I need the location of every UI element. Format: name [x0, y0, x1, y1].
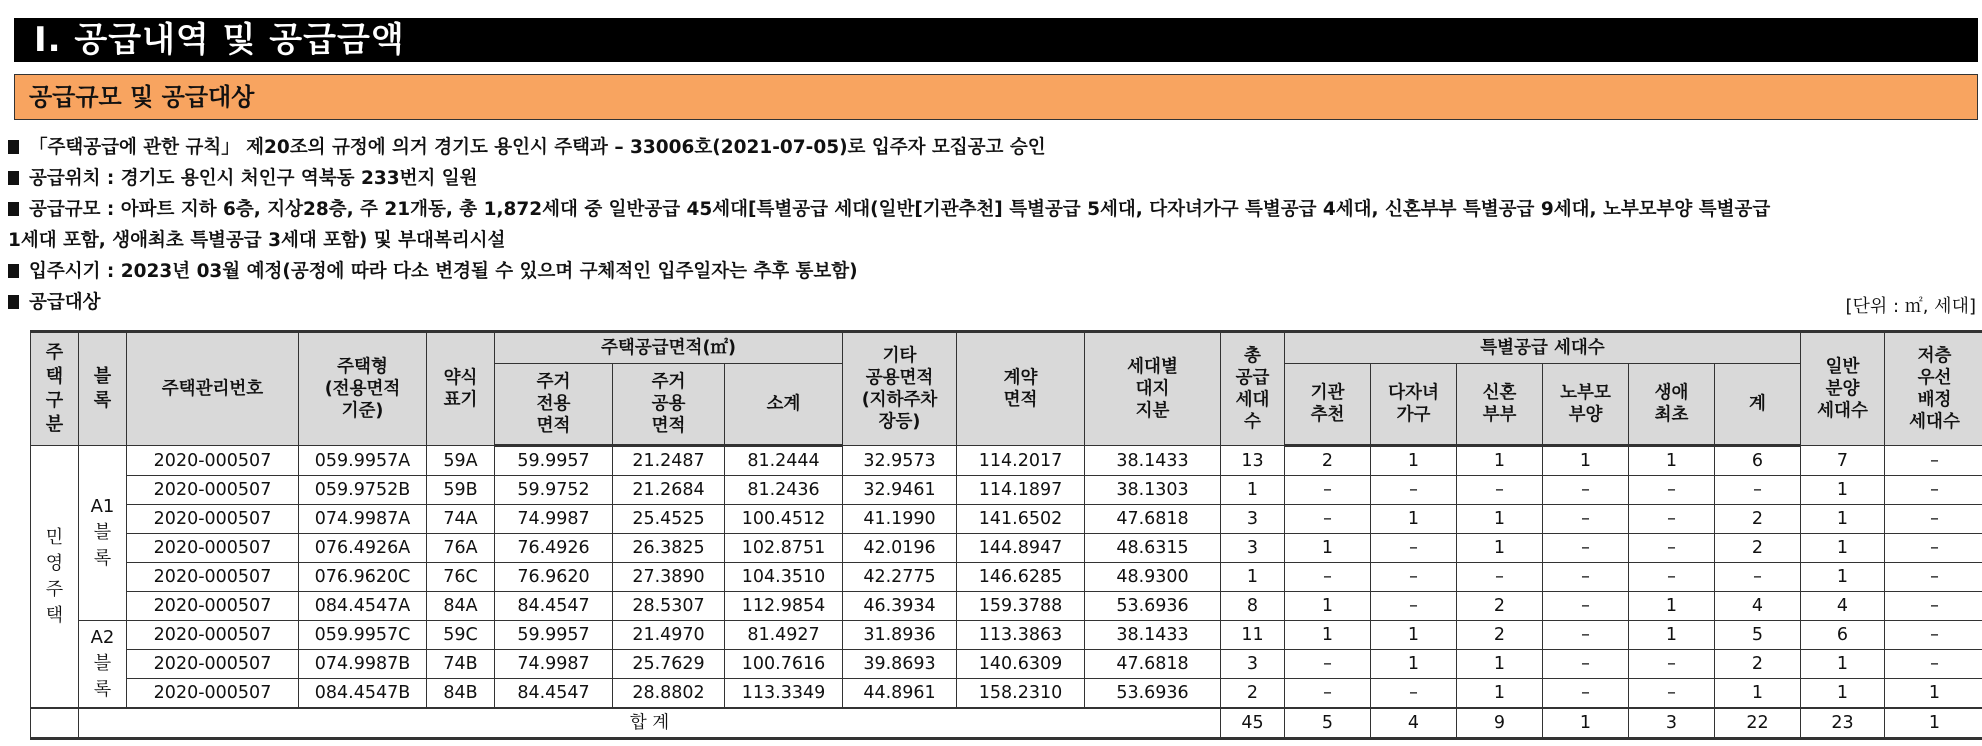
cell: 2020-000507: [127, 476, 299, 505]
cell: 81.2436: [725, 476, 843, 505]
cell: 84B: [427, 679, 495, 709]
col-housing-type: 주 택 구 분: [31, 332, 79, 446]
table-row: [31, 534, 1982, 563]
cell: –: [1885, 534, 1982, 563]
cell: –: [1885, 592, 1982, 621]
total-cell: 22: [1715, 708, 1801, 739]
cell: –: [1629, 650, 1715, 679]
cell: 1: [1457, 446, 1543, 476]
cell: 59.9957: [495, 446, 613, 476]
col-supply-area: 주택공급면적(㎡): [495, 332, 843, 364]
notes: [8, 132, 1968, 318]
total-cell: 5: [1285, 708, 1371, 739]
cell: 59A: [427, 446, 495, 476]
cell: 1: [1221, 563, 1285, 592]
cell: 059.9957C: [299, 621, 427, 650]
cell: 84.4547: [495, 592, 613, 621]
col-elderly-parent: 노부모 부양: [1543, 364, 1629, 446]
cell: 074.9987A: [299, 505, 427, 534]
cell: 8: [1221, 592, 1285, 621]
cell: 3: [1221, 650, 1285, 679]
cell: –: [1885, 476, 1982, 505]
cell: 112.9854: [725, 592, 843, 621]
square-bullet-icon: [8, 171, 19, 185]
cell: 28.5307: [613, 592, 725, 621]
cell: 1: [1629, 621, 1715, 650]
cell: 1: [1715, 679, 1801, 709]
cell: 113.3863: [957, 621, 1085, 650]
cell: 74.9987: [495, 650, 613, 679]
cell: 2020-000507: [127, 650, 299, 679]
cell: 25.7629: [613, 650, 725, 679]
cell: 114.1897: [957, 476, 1085, 505]
cell: –: [1885, 621, 1982, 650]
cell: 104.3510: [725, 563, 843, 592]
cell: 47.6818: [1085, 650, 1221, 679]
total-cell: 9: [1457, 708, 1543, 739]
cell: 84.4547: [495, 679, 613, 709]
col-special-sum: 계: [1715, 364, 1801, 446]
cell: 074.9987B: [299, 650, 427, 679]
cell: 1: [1371, 650, 1457, 679]
cell: 1: [1457, 505, 1543, 534]
cell: –: [1285, 476, 1371, 505]
cell: –: [1885, 650, 1982, 679]
cell: 1: [1221, 476, 1285, 505]
cell: 39.8693: [843, 650, 957, 679]
col-common-area: 주거 공용 면적: [613, 364, 725, 446]
cell: 41.1990: [843, 505, 957, 534]
cell: 7: [1801, 446, 1885, 476]
cell: 1: [1629, 446, 1715, 476]
table-row: [31, 679, 1982, 709]
cell: 159.3788: [957, 592, 1085, 621]
cell: 76C: [427, 563, 495, 592]
square-bullet-icon: [8, 264, 19, 278]
cell: 1: [1285, 592, 1371, 621]
col-multi-child: 다자녀 가구: [1371, 364, 1457, 446]
cell: –: [1629, 563, 1715, 592]
cell: 4: [1715, 592, 1801, 621]
table-row: [31, 505, 1982, 534]
table-body: [31, 446, 1982, 739]
cell: –: [1285, 563, 1371, 592]
cell: 140.6309: [957, 650, 1085, 679]
cell: 059.9957A: [299, 446, 427, 476]
cell: –: [1285, 650, 1371, 679]
cell: –: [1543, 534, 1629, 563]
cell: –: [1715, 476, 1801, 505]
cell: 158.2310: [957, 679, 1085, 709]
cell: 21.2487: [613, 446, 725, 476]
cell: –: [1543, 650, 1629, 679]
note-scale-continued: 1세대 포함, 생애최초 특별공급 3세대 포함) 및 부대복리시설: [8, 230, 506, 251]
cell: 114.2017: [957, 446, 1085, 476]
cell: –: [1543, 621, 1629, 650]
cell: 38.1433: [1085, 621, 1221, 650]
cell: –: [1715, 563, 1801, 592]
housing-type-cell: 민 영 주 택: [31, 446, 79, 709]
col-general: 일반 분양 세대수: [1801, 332, 1885, 446]
table-row: [31, 650, 1982, 679]
table-row: [31, 621, 1982, 650]
cell: 6: [1715, 446, 1801, 476]
cell: 25.4525: [613, 505, 725, 534]
table-row: [31, 446, 1982, 476]
cell: –: [1543, 476, 1629, 505]
cell: 47.6818: [1085, 505, 1221, 534]
cell: –: [1543, 679, 1629, 709]
cell: 1: [1629, 592, 1715, 621]
cell: 6: [1801, 621, 1885, 650]
cell: 076.4926A: [299, 534, 427, 563]
cell: 21.2684: [613, 476, 725, 505]
cell: 2020-000507: [127, 446, 299, 476]
col-first-time: 생애 최초: [1629, 364, 1715, 446]
note-approval: 「주택공급에 관한 규칙」 제20조의 규정에 의거 경기도 용인시 주택과 – 33006호(2021-07-05)로 입주자 모집공고 승인: [8, 132, 1968, 163]
col-contract-area: 계약 면적: [957, 332, 1085, 446]
cell: 42.0196: [843, 534, 957, 563]
cell: 38.1303: [1085, 476, 1221, 505]
table-row: [31, 563, 1982, 592]
cell: –: [1371, 534, 1457, 563]
cell: 1: [1371, 446, 1457, 476]
cell: 2020-000507: [127, 592, 299, 621]
cell: 100.4512: [725, 505, 843, 534]
cell: 76.4926: [495, 534, 613, 563]
note-location: 공급위치 : 경기도 용인시 처인구 역북동 233번지 일원: [8, 163, 1968, 194]
cell: 32.9573: [843, 446, 957, 476]
note-target: 공급대상: [8, 287, 1968, 318]
cell: 102.8751: [725, 534, 843, 563]
cell: –: [1285, 505, 1371, 534]
cell: 84A: [427, 592, 495, 621]
cell: –: [1457, 563, 1543, 592]
cell: 2: [1457, 621, 1543, 650]
cell: 059.9752B: [299, 476, 427, 505]
col-subtotal: 소계: [725, 364, 843, 446]
block-cell-a1: A1 블 록: [79, 446, 127, 621]
total-cell: 45: [1221, 708, 1285, 739]
col-type: 주택형 (전용면적 기준): [299, 332, 427, 446]
supply-table: [30, 330, 1982, 740]
cell: 4: [1801, 592, 1885, 621]
table-row: [31, 592, 1982, 621]
cell: 38.1433: [1085, 446, 1221, 476]
cell: 1: [1285, 621, 1371, 650]
cell: –: [1885, 505, 1982, 534]
cell: 1: [1801, 476, 1885, 505]
cell: –: [1629, 476, 1715, 505]
cell: 59C: [427, 621, 495, 650]
cell: 21.4970: [613, 621, 725, 650]
total-cell: 1: [1885, 708, 1982, 739]
col-exclusive-area: 주거 전용 면적: [495, 364, 613, 446]
total-cell: 1: [1543, 708, 1629, 739]
cell: 2: [1715, 534, 1801, 563]
cell: 81.2444: [725, 446, 843, 476]
cell: 53.6936: [1085, 592, 1221, 621]
col-total-units: 총 공급 세대 수: [1221, 332, 1285, 446]
cell: –: [1543, 563, 1629, 592]
cell: –: [1371, 563, 1457, 592]
table-row: [31, 476, 1982, 505]
cell: 1: [1285, 534, 1371, 563]
cell: 1: [1457, 679, 1543, 709]
cell: 26.3825: [613, 534, 725, 563]
cell: 100.7616: [725, 650, 843, 679]
cell: 74A: [427, 505, 495, 534]
block-cell-a2: A2 블 록: [79, 621, 127, 709]
cell: 48.9300: [1085, 563, 1221, 592]
col-land-share: 세대별 대지 지분: [1085, 332, 1221, 446]
cell: 1: [1457, 534, 1543, 563]
total-cell: 3: [1629, 708, 1715, 739]
cell: 59.9957: [495, 621, 613, 650]
unit-label: [단위 : ㎡, 세대]: [1845, 296, 1976, 317]
cell: 28.8802: [613, 679, 725, 709]
col-block: 블 록: [79, 332, 127, 446]
cell: 1: [1801, 650, 1885, 679]
col-low-floor: 저층 우선 배정 세대수: [1885, 332, 1982, 446]
supply-table-wrapper: [30, 330, 1970, 740]
section-heading: 공급규모 및 공급대상: [14, 74, 1978, 120]
cell: 5: [1715, 621, 1801, 650]
total-row: [31, 708, 1982, 739]
cell: 141.6502: [957, 505, 1085, 534]
cell: 2: [1715, 505, 1801, 534]
cell: –: [1371, 679, 1457, 709]
note-scale: 공급규모 : 아파트 지하 6층, 지상28층, 주 21개동, 총 1,872세대 중 일반공급 45세대[특별공급 세대(일반[기관추천] 특별공급 5세대, 다자녀가구 특별공급 4세대, 신혼부부 특별공급 9세대, 노부모부양 특별공급: [8, 194, 1968, 225]
cell: –: [1885, 563, 1982, 592]
cell: 59.9752: [495, 476, 613, 505]
total-cell: 4: [1371, 708, 1457, 739]
cell: –: [1457, 476, 1543, 505]
cell: 146.6285: [957, 563, 1085, 592]
cell: –: [1543, 505, 1629, 534]
cell: 2: [1457, 592, 1543, 621]
square-bullet-icon: [8, 140, 19, 154]
cell: 076.9620C: [299, 563, 427, 592]
cell: 084.4547A: [299, 592, 427, 621]
cell: 1: [1801, 563, 1885, 592]
square-bullet-icon: [8, 202, 19, 216]
cell: 11: [1221, 621, 1285, 650]
cell: 1: [1801, 534, 1885, 563]
col-special-supply: 특별공급 세대수: [1285, 332, 1801, 364]
cell: 1: [1371, 621, 1457, 650]
cell: 27.3890: [613, 563, 725, 592]
cell: –: [1629, 505, 1715, 534]
cell: 59B: [427, 476, 495, 505]
note-move-in: 입주시기 : 2023년 03월 예정(공정에 따라 다소 변경될 수 있으며 구체적인 입주일자는 추후 통보함): [8, 256, 1968, 287]
col-other-area: 기타 공용면적 (지하주차 장등): [843, 332, 957, 446]
cell: 74.9987: [495, 505, 613, 534]
cell: 144.8947: [957, 534, 1085, 563]
cell: 2: [1285, 446, 1371, 476]
cell: –: [1371, 476, 1457, 505]
cell: 2020-000507: [127, 505, 299, 534]
cell: 48.6315: [1085, 534, 1221, 563]
cell: 1: [1801, 505, 1885, 534]
cell: –: [1885, 446, 1982, 476]
cell: 1: [1371, 505, 1457, 534]
cell: 76.9620: [495, 563, 613, 592]
cell: 32.9461: [843, 476, 957, 505]
cell: 2020-000507: [127, 563, 299, 592]
square-bullet-icon: [8, 295, 19, 309]
cell: 2: [1715, 650, 1801, 679]
cell: 1: [1543, 446, 1629, 476]
cell: –: [1543, 592, 1629, 621]
cell: 1: [1801, 679, 1885, 709]
cell: 76A: [427, 534, 495, 563]
cell: 74B: [427, 650, 495, 679]
cell: 1: [1457, 650, 1543, 679]
cell: –: [1629, 534, 1715, 563]
total-spacer: [31, 708, 79, 739]
cell: 3: [1221, 505, 1285, 534]
cell: 31.8936: [843, 621, 957, 650]
total-label: 합 계: [79, 708, 1221, 739]
cell: 3: [1221, 534, 1285, 563]
cell: 113.3349: [725, 679, 843, 709]
cell: 2020-000507: [127, 621, 299, 650]
col-institution: 기관 추천: [1285, 364, 1371, 446]
cell: 2: [1221, 679, 1285, 709]
cell: 2020-000507: [127, 534, 299, 563]
col-short: 약식 표기: [427, 332, 495, 446]
cell: 2020-000507: [127, 679, 299, 709]
cell: 44.8961: [843, 679, 957, 709]
cell: 42.2775: [843, 563, 957, 592]
col-newlywed: 신혼 부부: [1457, 364, 1543, 446]
cell: –: [1371, 592, 1457, 621]
cell: 084.4547B: [299, 679, 427, 709]
cell: 46.3934: [843, 592, 957, 621]
cell: 53.6936: [1085, 679, 1221, 709]
page-title: Ⅰ. 공급내역 및 공급금액: [14, 18, 1978, 62]
cell: 1: [1885, 679, 1982, 709]
col-mgmt-no: 주택관리번호: [127, 332, 299, 446]
cell: –: [1629, 679, 1715, 709]
cell: –: [1285, 679, 1371, 709]
cell: 13: [1221, 446, 1285, 476]
total-cell: 23: [1801, 708, 1885, 739]
cell: 81.4927: [725, 621, 843, 650]
